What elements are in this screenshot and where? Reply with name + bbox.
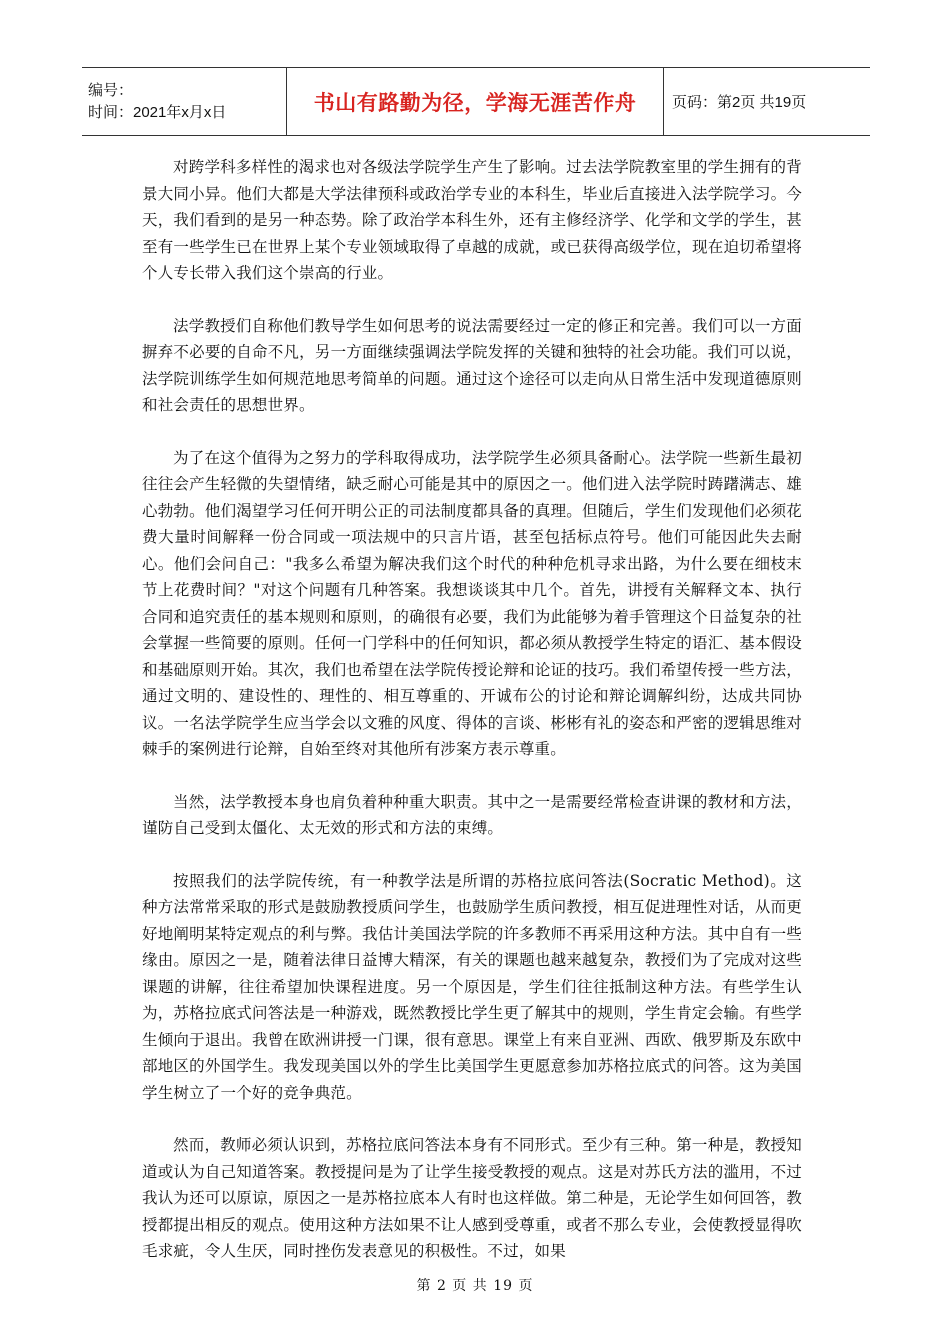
page-footer: 第 2 页 共 19 页 <box>416 1278 534 1294</box>
header-meta <box>82 68 287 136</box>
body-paragraph: 按照我们的法学院传统，有一种教学法是所谓的苏格拉底问答法(Socratic Method)。这种方法常常采取的形式是鼓励教授质问学生，也鼓励学生质问教授，相互促进理性对话，从而更好地阐明某特定观点的利与弊。我估计美国法学院的许多教师不再采用这种方法。其中自有一些缘由。原因之一是，随着法律日益博大精深，有关的课题也越来越复杂，教授们为了完成对这些课题的讲解，往往希望加快课程进度。另一个原因是，学生们往往抵制这种方法。有些学生认为，苏格拉底式问答法是一种游戏，既然教授比学生更了解其中的规则，学生肯定会输。有些学生倾向于退出。我曾在欧洲讲授一门课，很有意思。课堂上有来自亚洲、西欧、俄罗斯及东欧中部地区的外国学生。我发现美国以外的学生比美国学生更愿意参加苏格拉底式的问答。这为美国学生树立了一个好的竞争典范。 <box>142 871 802 1102</box>
document-date-label: 时间：2021年x月x日 <box>88 103 227 121</box>
body-paragraph: 为了在这个值得为之努力的学科取得成功，法学院学生必须具备耐心。法学院一些新生最初往往会产生轻微的失望情绪，缺乏耐心可能是其中的原因之一。他们进入法学院时踌躇满志、雄心勃勃。他们渴望学习任何开明公正的司法制度都具备的真理。但随后，学生们发现他们必须花费大量时间解释一份合同或一项法规中的只言片语，甚至包括标点符号。他们可能因此失去耐心。他们会问自己："我多么希望为解决我们这个时代的种种危机寻求出路，为什么要在细枝末节上花费时间？"对这个问题有几种答案。我想谈谈其中几个。首先，讲授有关解释文本、执行合同和追究责任的基本规则和原则，的确很有必要，我们为此能够为着手管理这个日益复杂的社会掌握一些简要的原则。任何一门学科中的任何知识，都必须从教授学生特定的语汇、基本假设和基础原则开始。其次，我们也希望在法学院传授论辩和论证的技巧。我们希望传授一些方法，通过文明的、建设性的、理性的、相互尊重的、开诚布公的讨论和辩论调解纠纷，达成共同协议。一名法学院学生应当学会以文雅的风度、得体的言谈、彬彬有礼的姿态和严密的逻辑思维对棘手的案例进行论辩，自始至终对其他所有涉案方表示尊重。 <box>142 448 802 758</box>
header-motto-cell <box>287 68 664 136</box>
body-paragraph: 法学教授们自称他们教导学生如何思考的说法需要经过一定的修正和完善。我们可以一方面摒弃不必要的自命不凡，另一方面继续强调法学院发挥的关键和独特的社会功能。我们可以说，法学院训练学生如何规范地思考简单的问题。通过这个途径可以走向从日常生活中发现道德原则和社会责任的思想世界。 <box>142 316 802 414</box>
document-body <box>142 154 802 1291</box>
document-header <box>82 67 870 136</box>
body-paragraph: 对跨学科多样性的渴求也对各级法学院学生产生了影响。过去法学院教室里的学生拥有的背景大同小异。他们大都是大学法律预科或政治学专业的本科生，毕业后直接进入法学院学习。今天，我们看到的是另一种态势。除了政治学本科生外，还有主修经济学、化学和文学的学生，甚至有一些学生已在世界上某个专业领域取得了卓越的成就，或已获得高级学位，现在迫切希望将个人专长带入我们这个崇高的行业。 <box>142 158 802 282</box>
header-motto: 书山有路勤为径，学海无涯苦作舟 <box>313 90 637 115</box>
document-number-label: 编号： <box>88 81 134 99</box>
header-page-number: 页码：第2页 共19页 <box>672 94 807 111</box>
body-paragraph: 然而，教师必须认识到，苏格拉底问答法本身有不同形式。至少有三种。第一种是，教授知道或认为自己知道答案。教授提问是为了让学生接受教授的观点。这是对苏氏方法的滥用，不过我认为还可以原谅，原因之一是苏格拉底本人有时也这样做。第二种是，无论学生如何回答，教授都提出相反的观点。使用这种方法如果不让人感到受尊重，或者不那么专业，会使教授显得吹毛求疵，令人生厌，同时挫伤发表意见的积极性。不过，如果 <box>142 1136 802 1260</box>
body-paragraph: 当然，法学教授本身也肩负着种种重大职责。其中之一是需要经常检查讲课的教材和方法，谨防自己受到太僵化、太无效的形式和方法的束缚。 <box>142 792 802 837</box>
